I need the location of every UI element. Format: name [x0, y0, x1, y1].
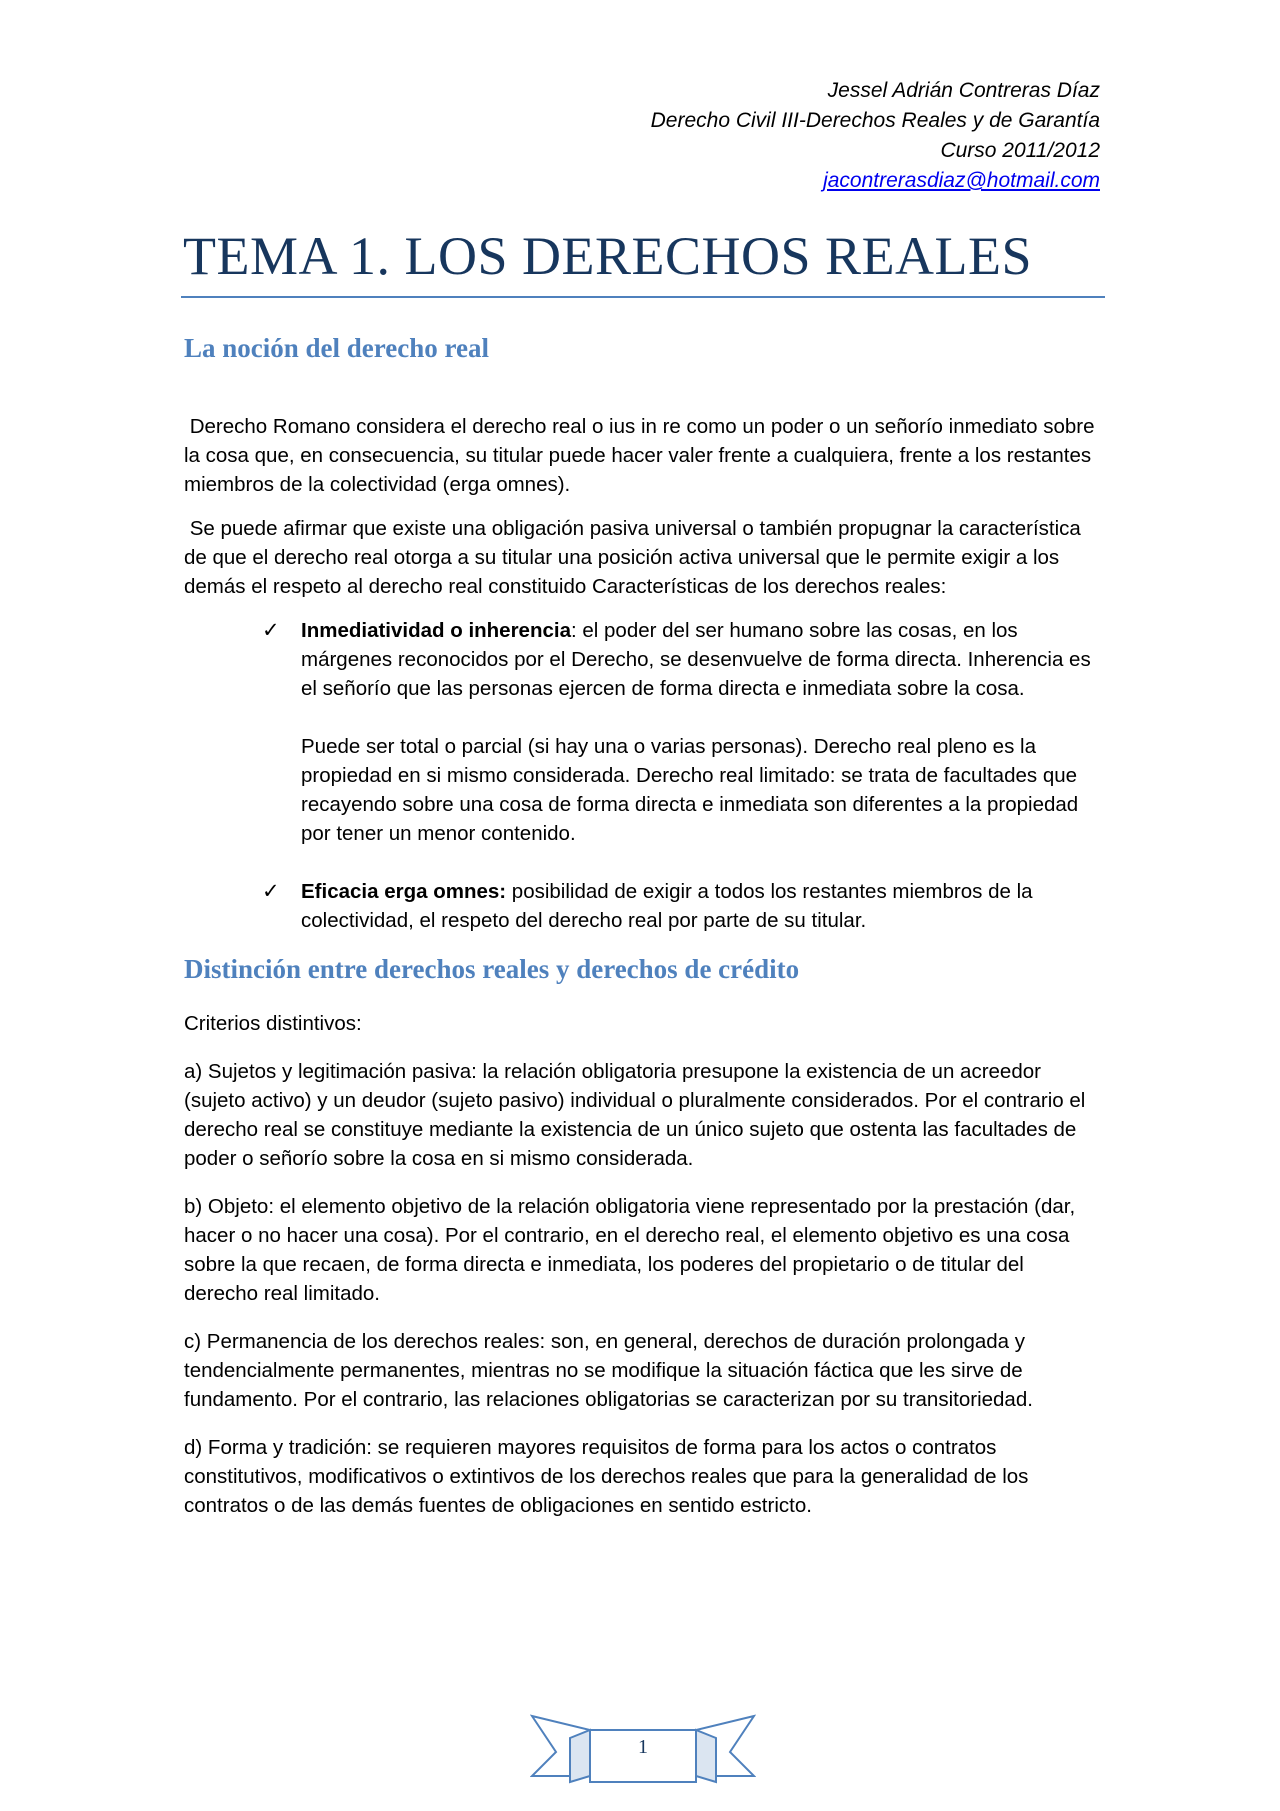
paragraph-criterio-d: d) Forma y tradición: se requieren mayores requisitos de forma para los actos o contratos constitutivos, modificativos o extintivos de los derechos reales que para la generalidad de los contratos o de las demás fuentes de obligaciones en sentido estricto. — [184, 1436, 1029, 1517]
paragraph-criterio-c: c) Permanencia de los derechos reales: son, en general, derechos de duración prolongada y tendencialmente permanentes, mientras no se modifique la situación fáctica que les sirve de fundamento. Por el contrario, las relaciones obligatorias se caracterizan por su transitoriedad. — [184, 1330, 1033, 1411]
paragraph-obligacion-pasiva: Se puede afirmar que existe una obligación pasiva universal o también propugnar la característica de que el derecho real otorga a su titular una posición activa universal que le permite exigir a los demás el respeto al derecho real constituido Características de los derechos reales: — [184, 517, 1087, 598]
characteristics-list — [184, 616, 1102, 935]
text-inmediatividad: : el poder del ser humano sobre las cosas, en los márgenes reconocidos por el Derecho, se desenvuelve de forma directa. Inherencia es el señorío que las personas ejercen de forma directa e inmediata sobre la cosa. — [301, 619, 1091, 700]
header-email-link[interactable]: jacontrerasdiaz@hotmail.com — [823, 169, 1100, 192]
header-author: Jessel Adrián Contreras Díaz — [827, 79, 1100, 102]
text-inmediatividad-extra: Puede ser total o parcial (si hay una o varias personas). Derecho real pleno es la propiedad en si mismo considerada. Derecho real limitado: se trata de facultades que recayendo sobre una cosa de forma directa e inmediata son diferentes a la propiedad por tener un menor contenido. — [301, 735, 1079, 845]
list-item-inmediatividad — [184, 616, 1102, 848]
header-course: Derecho Civil III-Derechos Reales y de Garantía — [650, 109, 1100, 132]
page-number: 1 — [638, 1736, 648, 1758]
section-heading-distincion: Distinción entre derechos reales y derechos de crédito — [184, 954, 800, 984]
text-eficacia: posibilidad de exigir a todos los restantes miembros de la colectividad, el respeto del derecho real por parte de su titular. — [301, 880, 1039, 932]
header-year: Curso 2011/2012 — [940, 139, 1100, 162]
title-divider — [181, 296, 1105, 298]
paragraph-criterio-b: b) Objeto: el elemento objetivo de la relación obligatoria viene representado por la prestación (dar, hacer o no hacer una cosa). Por el contrario, en el derecho real, el elemento objetivo es una cosa sobre la que recaen, de forma directa e inmediata, los poderes del propietario o de titular del derecho real limitado. — [184, 1195, 1076, 1305]
page-title: TEMA 1. LOS DERECHOS REALES — [183, 226, 1033, 286]
list-item-eficacia — [184, 877, 1102, 935]
term-eficacia: Eficacia erga omnes: — [301, 880, 507, 903]
check-icon: ✓ — [262, 618, 280, 642]
page-header — [460, 76, 1100, 196]
paragraph-criterios: Criterios distintivos: — [184, 1012, 362, 1035]
check-icon: ✓ — [262, 879, 280, 903]
section-heading-nocion: La noción del derecho real — [184, 333, 489, 363]
document-body — [184, 328, 1102, 1520]
paragraph-derecho-romano: Derecho Romano considera el derecho real o ius in re como un poder o un señorío inmediato sobre la cosa que, en consecuencia, su titular puede hacer valer frente a cualquiera, frente a los restantes miembros de la colectividad (erga omnes). — [184, 415, 1101, 496]
term-inmediatividad: Inmediatividad o inherencia — [301, 619, 571, 642]
paragraph-criterio-a: a) Sujetos y legitimación pasiva: la relación obligatoria presupone la existencia de un acreedor (sujeto activo) y un deudor (sujeto pasivo) individual o pluralmente considerados. Por el contrario el derecho real se constituye mediante la existencia de un único sujeto que ostenta las facultades de poder o señorío sobre la cosa en si mismo considerada. — [184, 1060, 1086, 1170]
